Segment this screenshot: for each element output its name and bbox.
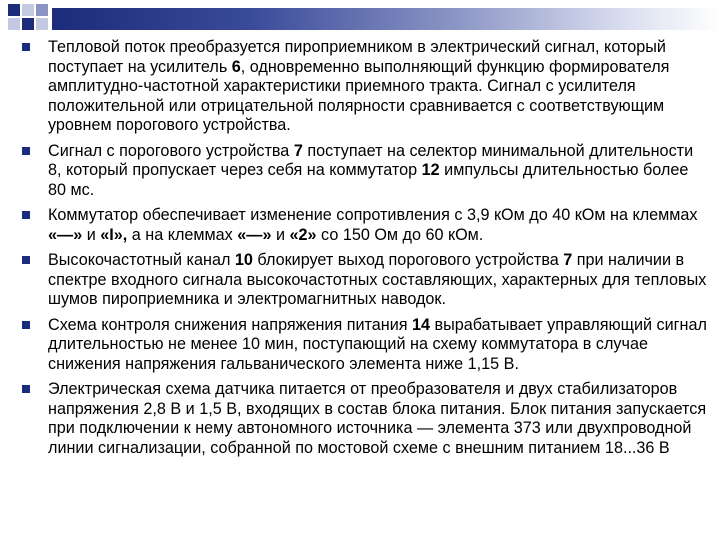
text-segment: Коммутатор обеспечивает изменение сопротивления с 3,9 кОм до 40 кОм на клеммах xyxy=(48,206,698,224)
bold-text: 12 xyxy=(421,161,440,179)
list-item xyxy=(18,142,708,201)
text-segment: Электрическая схема датчика питается от преобразователя и двух стабилизаторов напряжения 2,8 В и 1,5 В, входящих в состав блока питания. Блок питания запускается при подключении к нему автономного источника — элемента 373 или двухпроводной линии сигнализации, собранной по мостовой схеме с внешним питанием 18...36 В xyxy=(48,380,707,457)
bold-text: «—» xyxy=(48,225,83,244)
bold-text: 7 xyxy=(563,251,573,269)
text-segment: со 150 Ом до 60 кОм. xyxy=(316,225,484,244)
decor-square xyxy=(36,4,48,16)
text-segment: и xyxy=(82,225,101,244)
list-item-text xyxy=(48,206,708,245)
text-segment: Тепловой поток преобразуется пироприемником в электрический сигнал, который поступает на усилитель xyxy=(48,38,666,76)
bold-text: 7 xyxy=(293,141,303,160)
bold-text: 14 xyxy=(412,315,431,334)
bullet-square-icon xyxy=(22,147,30,155)
text-segment: , одновременно выполняющий функцию формирователя амплитудно-частотной характеристики приемного тракта. Сигнал с усилителя положительной или отрицательной полярности сравнивается с соответствующим уровнем порогового устройства. xyxy=(48,57,670,134)
list-item-text xyxy=(48,38,708,136)
decor-square xyxy=(22,4,34,16)
list-item-text xyxy=(48,142,708,201)
bold-text: «—» xyxy=(237,225,272,244)
list-item-text xyxy=(48,380,708,458)
text-segment: Высокочастотный канал xyxy=(48,251,235,269)
text-segment: и xyxy=(271,225,290,244)
bullet-square-icon xyxy=(22,321,30,329)
text-segment: поступает на селектор минимальной длительности 8, который пропускает через себя на коммутатор xyxy=(48,141,694,179)
slide-header-decoration xyxy=(0,0,720,36)
text-segment: импульсы длительностью более 80 мс. xyxy=(48,161,689,199)
bold-text: 10 xyxy=(234,251,253,269)
text-segment: при наличии в спектре входного сигнала высокочастотных составляющих, характерных для тепловых шумов пироприемника и электромагнитных наводок. xyxy=(48,251,707,308)
list-item xyxy=(18,316,708,375)
bullet-square-icon xyxy=(22,211,30,219)
decor-square xyxy=(36,18,48,30)
decor-square xyxy=(8,18,20,30)
bullet-square-icon xyxy=(22,43,30,51)
decor-square xyxy=(8,4,20,16)
text-segment: вырабатывает управляющий сигнал длительностью не менее 10 мин, поступающий на схему коммутатора в случае снижения напряжения гальванического элемента ниже 1,15 В. xyxy=(48,315,707,373)
bullet-square-icon xyxy=(22,256,30,264)
bold-text: 6 xyxy=(231,57,241,76)
list-item-text xyxy=(48,316,708,375)
list-item xyxy=(18,380,708,458)
bold-text: «I», xyxy=(100,225,128,244)
list-item xyxy=(18,38,708,136)
text-segment: Сигнал с порогового устройства xyxy=(48,141,294,160)
bullet-square-icon xyxy=(22,385,30,393)
header-gradient-bar xyxy=(52,8,720,30)
text-segment: блокирует выход порогового устройства xyxy=(252,251,564,269)
list-item xyxy=(18,251,708,310)
list-item-text xyxy=(48,251,708,310)
decor-square xyxy=(22,18,34,30)
text-segment: Схема контроля снижения напряжения питания xyxy=(48,315,413,334)
text-segment: а на клеммах xyxy=(127,225,238,244)
list-item xyxy=(18,206,708,245)
bullet-list xyxy=(18,38,708,458)
bold-text: «2» xyxy=(289,225,317,244)
